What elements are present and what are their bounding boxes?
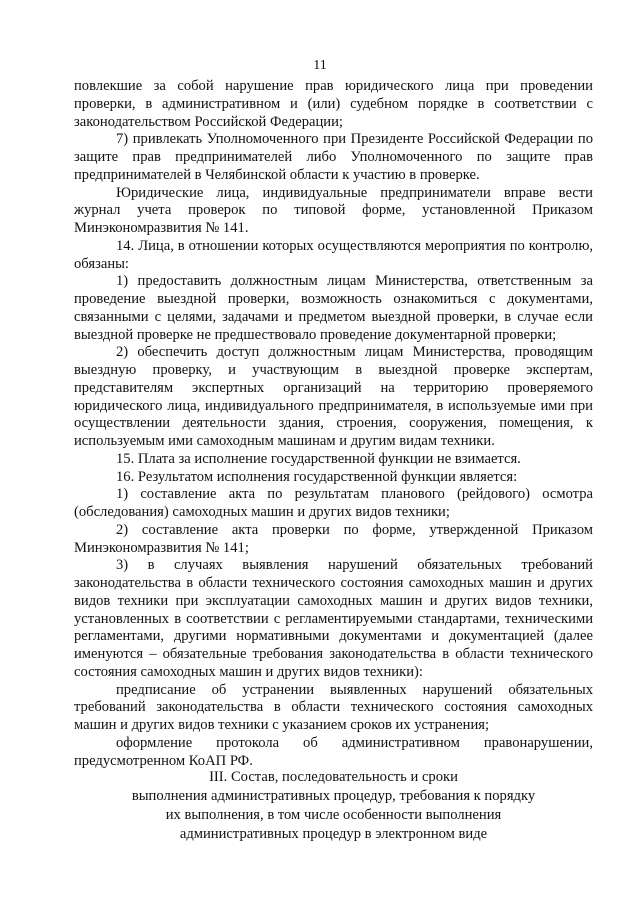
section-heading — [74, 768, 593, 844]
section-heading-line: их выполнения, в том числе особенности выполнения — [165, 807, 502, 823]
section-heading-line: административных процедур в электронном виде — [179, 826, 488, 842]
paragraph-protocol: оформление протокола об административном правонарушении, предусмотренном КоАП РФ. — [74, 734, 593, 769]
paragraph-14-item-1: 1) предоставить должностным лицам Министерства, ответственным за проведение выездной проверки, возможность ознакомиться с документами, связанными с целями, задачами и предметом выездной проверки, в случае если выездной проверке не предшествовало проведение документарной проверки; — [74, 273, 593, 343]
paragraph-14: 14. Лица, в отношении которых осуществляются мероприятия по контролю, обязаны: — [74, 237, 593, 272]
paragraph-continuation: повлекшие за собой нарушение прав юридического лица при проведении проверки, в административном и (или) судебном порядке в соответствии с законодательством Российской Федерации; — [74, 78, 593, 130]
paragraph-15: 15. Плата за исполнение государственной функции не взимается. — [116, 450, 521, 467]
paragraph-16-item-1: 1) составление акта по результатам планового (рейдового) осмотра (обследования) самоходных машин и других видов техники; — [74, 486, 593, 520]
paragraph-16-item-2: 2) составление акта проверки по форме, утвержденной Приказом Минэкономразвития № 141; — [74, 521, 593, 556]
paragraph-item-7: 7) привлекать Уполномоченного при Президенте Российской Федерации по защите прав предпринимателей либо Уполномоченного по защите прав предпринимателей в Челябинской области к участию в проверке. — [74, 131, 593, 183]
section-heading-line: выполнения административных процедур, требования к порядку — [131, 788, 536, 804]
page-number: 11 — [313, 58, 327, 73]
paragraph-prescription: предписание об устранении выявленных нарушений обязательных требований законодательства в области технического состояния самоходных машин и других видов техники с указанием сроков их устранения; — [74, 681, 593, 733]
paragraph-16: 16. Результатом исполнения государственной функции является: — [116, 468, 518, 485]
section-heading-line: III. Состав, последовательность и сроки — [209, 769, 458, 785]
paragraph-14-item-2: 2) обеспечить доступ должностным лицам Министерства, проводящим выездную проверку, и участвующим в выездной проверке экспертам, представителям экспертных организаций на территорию проверяемого юридического лица, индивидуального предпринимателя, в используемые ими при осуществлении деятельности здания, строения, сооружения, помещения, к используемым ими самоходным машинам и другим видам техники. — [74, 344, 593, 449]
paragraph-journal: Юридические лица, индивидуальные предприниматели вправе вести журнал учета проверок по типовой форме, установленной Приказом Минэкономразвития № 141. — [74, 184, 593, 236]
document-body — [74, 78, 593, 770]
paragraph-16-item-3: 3) в случаях выявления нарушений обязательных требований законодательства в области технического состояния самоходных машин и других видов техники при эксплуатации самоходных машин и других видов техники, установленных в соответствии с регламентируемыми стандартами, техническими регламентами, другими нормативными документами и документацией (далее именуются – обязательные требования законодательства в области технического состояния самоходных машин и других видов техники): — [74, 557, 593, 680]
